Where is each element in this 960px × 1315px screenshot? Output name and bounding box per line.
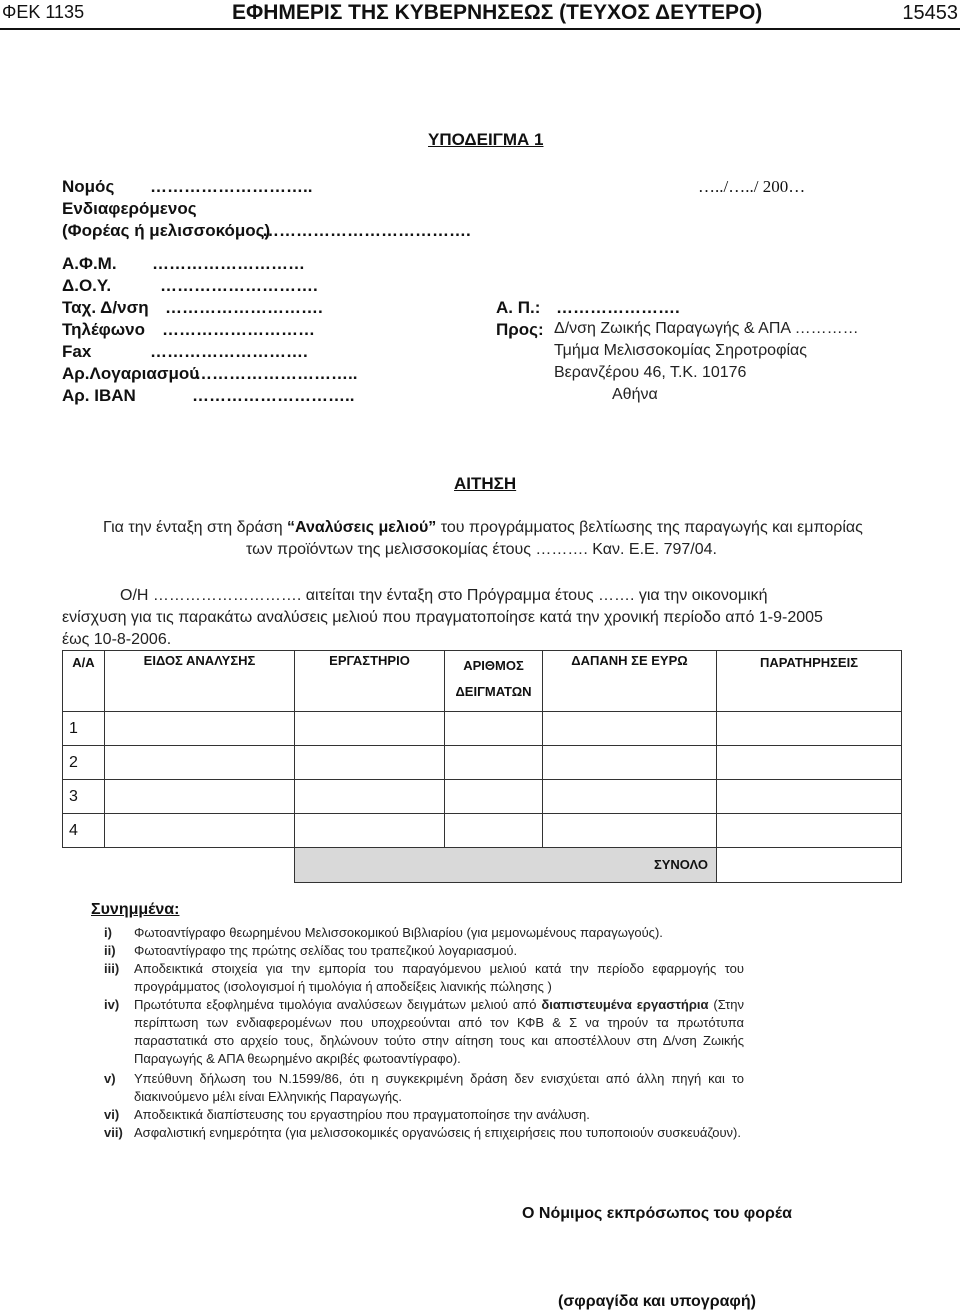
- cell-analysis-type[interactable]: [105, 712, 295, 746]
- col-header-laboratory: ΕΡΓΑΣΤΗΡΙΟ: [295, 651, 445, 712]
- table-header-row: [63, 651, 902, 712]
- row-number: 3: [63, 780, 105, 814]
- field-label-body: (Φορέας ή μελισσοκόμος): [62, 221, 271, 240]
- body-line-1: Ο/Η ………………………. αιτείται την ένταξη στο Πρόγραμμα έτους ……. για την οικονομική: [120, 587, 768, 604]
- field-label-phone: Τηλέφωνο: [62, 320, 145, 339]
- row-number: 1: [63, 712, 105, 746]
- sample-title: ΥΠΟΔΕΙΓΜΑ 1: [428, 130, 544, 149]
- field-label-iban: Αρ. ΙΒΑΝ: [62, 386, 136, 405]
- attachment-item: [104, 1124, 744, 1160]
- cell-remarks[interactable]: [717, 712, 902, 746]
- col-header-aa: Α/Α: [63, 651, 105, 712]
- attachment-number: iv): [104, 997, 120, 1012]
- attachment-number: iii): [104, 961, 120, 976]
- analysis-table: [62, 650, 902, 883]
- attachment-text: Φωτοαντίγραφο της πρώτης σελίδας του τραπεζικού λογαριασμού.: [134, 943, 518, 958]
- col-header-analysis-type: ΕΙΔΟΣ ΑΝΑΛΥΣΗΣ: [105, 651, 295, 712]
- intro-line-1: [103, 517, 863, 539]
- cell-laboratory[interactable]: [295, 712, 445, 746]
- attachment-item: [104, 996, 744, 1068]
- attachment-item: [104, 1106, 744, 1124]
- page-header-title: ΕΦΗΜΕΡΙΣ ΤΗΣ ΚΥΒΕΡΝΗΣΕΩΣ (ΤΕΥΧΟΣ ΔΕΥΤΕΡΟ): [232, 1, 763, 24]
- protocol-label: Α. Π.:: [496, 298, 541, 317]
- cell-laboratory[interactable]: [295, 814, 445, 848]
- attachment-item: [104, 942, 744, 960]
- attachment-number: v): [104, 1071, 116, 1086]
- field-label-address: Ταχ. Δ/νση: [62, 298, 149, 317]
- field-dots-iban: ………………………..: [192, 386, 355, 405]
- application-title: ΑΙΤΗΣΗ: [454, 474, 517, 493]
- attachment-text: Φωτοαντίγραφο θεωρημένου Μελισσοκομικού Βιβλιαρίου (για μεμονωμένους παραγωγούς).: [134, 925, 663, 940]
- total-value-cell[interactable]: [717, 848, 902, 883]
- attachment-text: Αποδεικτικά στοιχεία για την εμπορία του παραγόμενου μελιού κατά την περίοδο εφαρμογής του προγράμματος (ισολογισμοί ή τιμολόγια ή αποδείξεις λιανικής πώλησης ): [134, 961, 744, 994]
- field-dots-phone: ………………………: [162, 320, 315, 339]
- attachment-number: i): [104, 925, 112, 940]
- attachment-text: Πρωτότυπα εξοφλημένα τιμολόγια αναλύσεων δειγμάτων μελιού από: [134, 997, 537, 1012]
- attachment-text-bold: διαπιστευμένα εργαστήρια: [541, 997, 709, 1012]
- field-dots-body: ……………………………….: [262, 221, 471, 240]
- cell-samples[interactable]: [445, 746, 543, 780]
- cell-cost[interactable]: [543, 780, 717, 814]
- recipient-label: Προς:: [496, 320, 544, 339]
- intro-line-2: των προϊόντων της μελισσοκομίας έτους ………. Καν. Ε.Ε. 797/04.: [246, 541, 717, 558]
- signature-stamp-note: (σφραγίδα και υπογραφή): [558, 1293, 756, 1310]
- field-dots-fax: ……………………….: [150, 342, 308, 361]
- cell-samples[interactable]: [445, 780, 543, 814]
- field-label-nomos: Νομός: [62, 177, 115, 196]
- cell-analysis-type[interactable]: [105, 746, 295, 780]
- cell-laboratory[interactable]: [295, 746, 445, 780]
- table-total-row: [63, 848, 902, 883]
- field-label-interested: Ενδιαφερόμενος: [62, 199, 197, 218]
- attachment-number: vii): [104, 1125, 123, 1140]
- col-header-samples: ΑΡΙΘΜΟΣ ΔΕΙΓΜΑΤΩΝ: [445, 651, 543, 712]
- attachment-text-note: (Στην περίπτωση των ενδιαφερομένων που υποχρεούνται από τον ΚΦΒ & Σ να τηρούν τα πρωτότυπα παραστατικά στο αρχείο τους, δηλώνουν τούτο στην αίτηση τους και αποστέλλουν στη Δ/νση Ζωικής Παραγωγής & ΑΠΑ θεωρημένο ακριβές φωτοαντίγραφο).: [134, 997, 744, 1066]
- cell-analysis-type[interactable]: [105, 814, 295, 848]
- header-rule: [0, 28, 960, 30]
- attachment-text-block: [134, 996, 744, 1068]
- field-label-afm: Α.Φ.Μ.: [62, 254, 117, 273]
- field-dots-nomos: ………………………..: [150, 177, 313, 196]
- intro-action-name: “Αναλύσεις μελιού”: [287, 519, 437, 536]
- col-header-cost: ΔΑΠΑΝΗ ΣΕ ΕΥΡΩ: [543, 651, 717, 712]
- intro-line-1-post: του προγράμματος βελτίωσης της παραγωγής και εμπορίας: [436, 519, 863, 536]
- attachment-item: [104, 1070, 744, 1106]
- table-row: [63, 746, 902, 780]
- body-line-3: έως 10-8-2006.: [62, 631, 172, 648]
- col-header-remarks: ΠΑΡΑΤΗΡΗΣΕΙΣ: [717, 651, 902, 712]
- intro-line-1-pre: Για την ένταξη στη δράση: [103, 519, 288, 536]
- attachment-text: Ασφαλιστική ενημερότητα (για μελισσοκομικές οργανώσεις ή επιχειρήσεις που τυποποιούν συσκευάζουν).: [134, 1125, 742, 1140]
- recipient-line-3: Βερανζέρου 46, Τ.Κ. 10176: [554, 364, 747, 381]
- field-label-fax: Fax: [62, 342, 92, 361]
- cell-laboratory[interactable]: [295, 780, 445, 814]
- row-number: 2: [63, 746, 105, 780]
- cell-remarks[interactable]: [717, 780, 902, 814]
- attachment-number: vi): [104, 1107, 120, 1122]
- recipient-line-2: Τμήμα Μελισσοκομίας Σηροτροφίας: [554, 342, 807, 359]
- cell-remarks[interactable]: [717, 746, 902, 780]
- cell-samples[interactable]: [445, 814, 543, 848]
- attachment-text: Αποδεικτικά διαπίστευσης του εργαστηρίου που πραγματοποίησε την ανάλυση.: [134, 1107, 590, 1122]
- field-label-doy: Δ.Ο.Υ.: [62, 276, 112, 295]
- table-row: [63, 712, 902, 746]
- date-field: …../…../ 200…: [698, 177, 806, 196]
- field-dots-doy: ……………………….: [160, 276, 318, 295]
- field-dots-account: ………………………..: [195, 364, 358, 383]
- total-empty-cell: [105, 848, 295, 883]
- row-number: 4: [63, 814, 105, 848]
- attachment-item: [104, 960, 744, 996]
- cell-cost[interactable]: [543, 746, 717, 780]
- attachment-text: Υπεύθυνη δήλωση του Ν.1599/86, ότι η συγκεκριμένη δράση δεν ενισχύεται από άλλη πηγή και το διακινούμενο μέλι είναι Ελληνικής Παραγωγής.: [134, 1071, 744, 1104]
- body-line-2: ενίσχυση για τις παρακάτω αναλύσεις μελιού που πραγματοποίησε κατά την χρονική περίοδο από 1-9-2005: [62, 609, 823, 626]
- table-row: [63, 780, 902, 814]
- protocol-dots: ………………….: [556, 298, 680, 317]
- total-label: ΣΥΝΟΛΟ: [295, 848, 717, 883]
- total-empty-cell: [63, 848, 105, 883]
- field-dots-afm: ………………………: [152, 254, 305, 273]
- signature-title: Ο Νόμιμος εκπρόσωπος του φορέα: [522, 1205, 792, 1222]
- cell-cost[interactable]: [543, 712, 717, 746]
- field-dots-address: ……………………….: [165, 298, 323, 317]
- recipient-line-1: Δ/νση Ζωικής Παραγωγής & ΑΠΑ …………: [554, 320, 859, 337]
- page-header-issue: ΦΕΚ 1135: [2, 2, 85, 22]
- cell-samples[interactable]: [445, 712, 543, 746]
- attachment-number: ii): [104, 943, 116, 958]
- cell-analysis-type[interactable]: [105, 780, 295, 814]
- page-number: 15453: [902, 2, 958, 24]
- attachment-item: [104, 924, 744, 942]
- recipient-line-4: Αθήνα: [612, 386, 658, 403]
- table-row: [63, 814, 902, 848]
- cell-remarks[interactable]: [717, 814, 902, 848]
- cell-cost[interactable]: [543, 814, 717, 848]
- field-label-account: Αρ.Λογαριασμού: [62, 364, 200, 383]
- attachments-heading: Συνημμένα:: [91, 901, 180, 918]
